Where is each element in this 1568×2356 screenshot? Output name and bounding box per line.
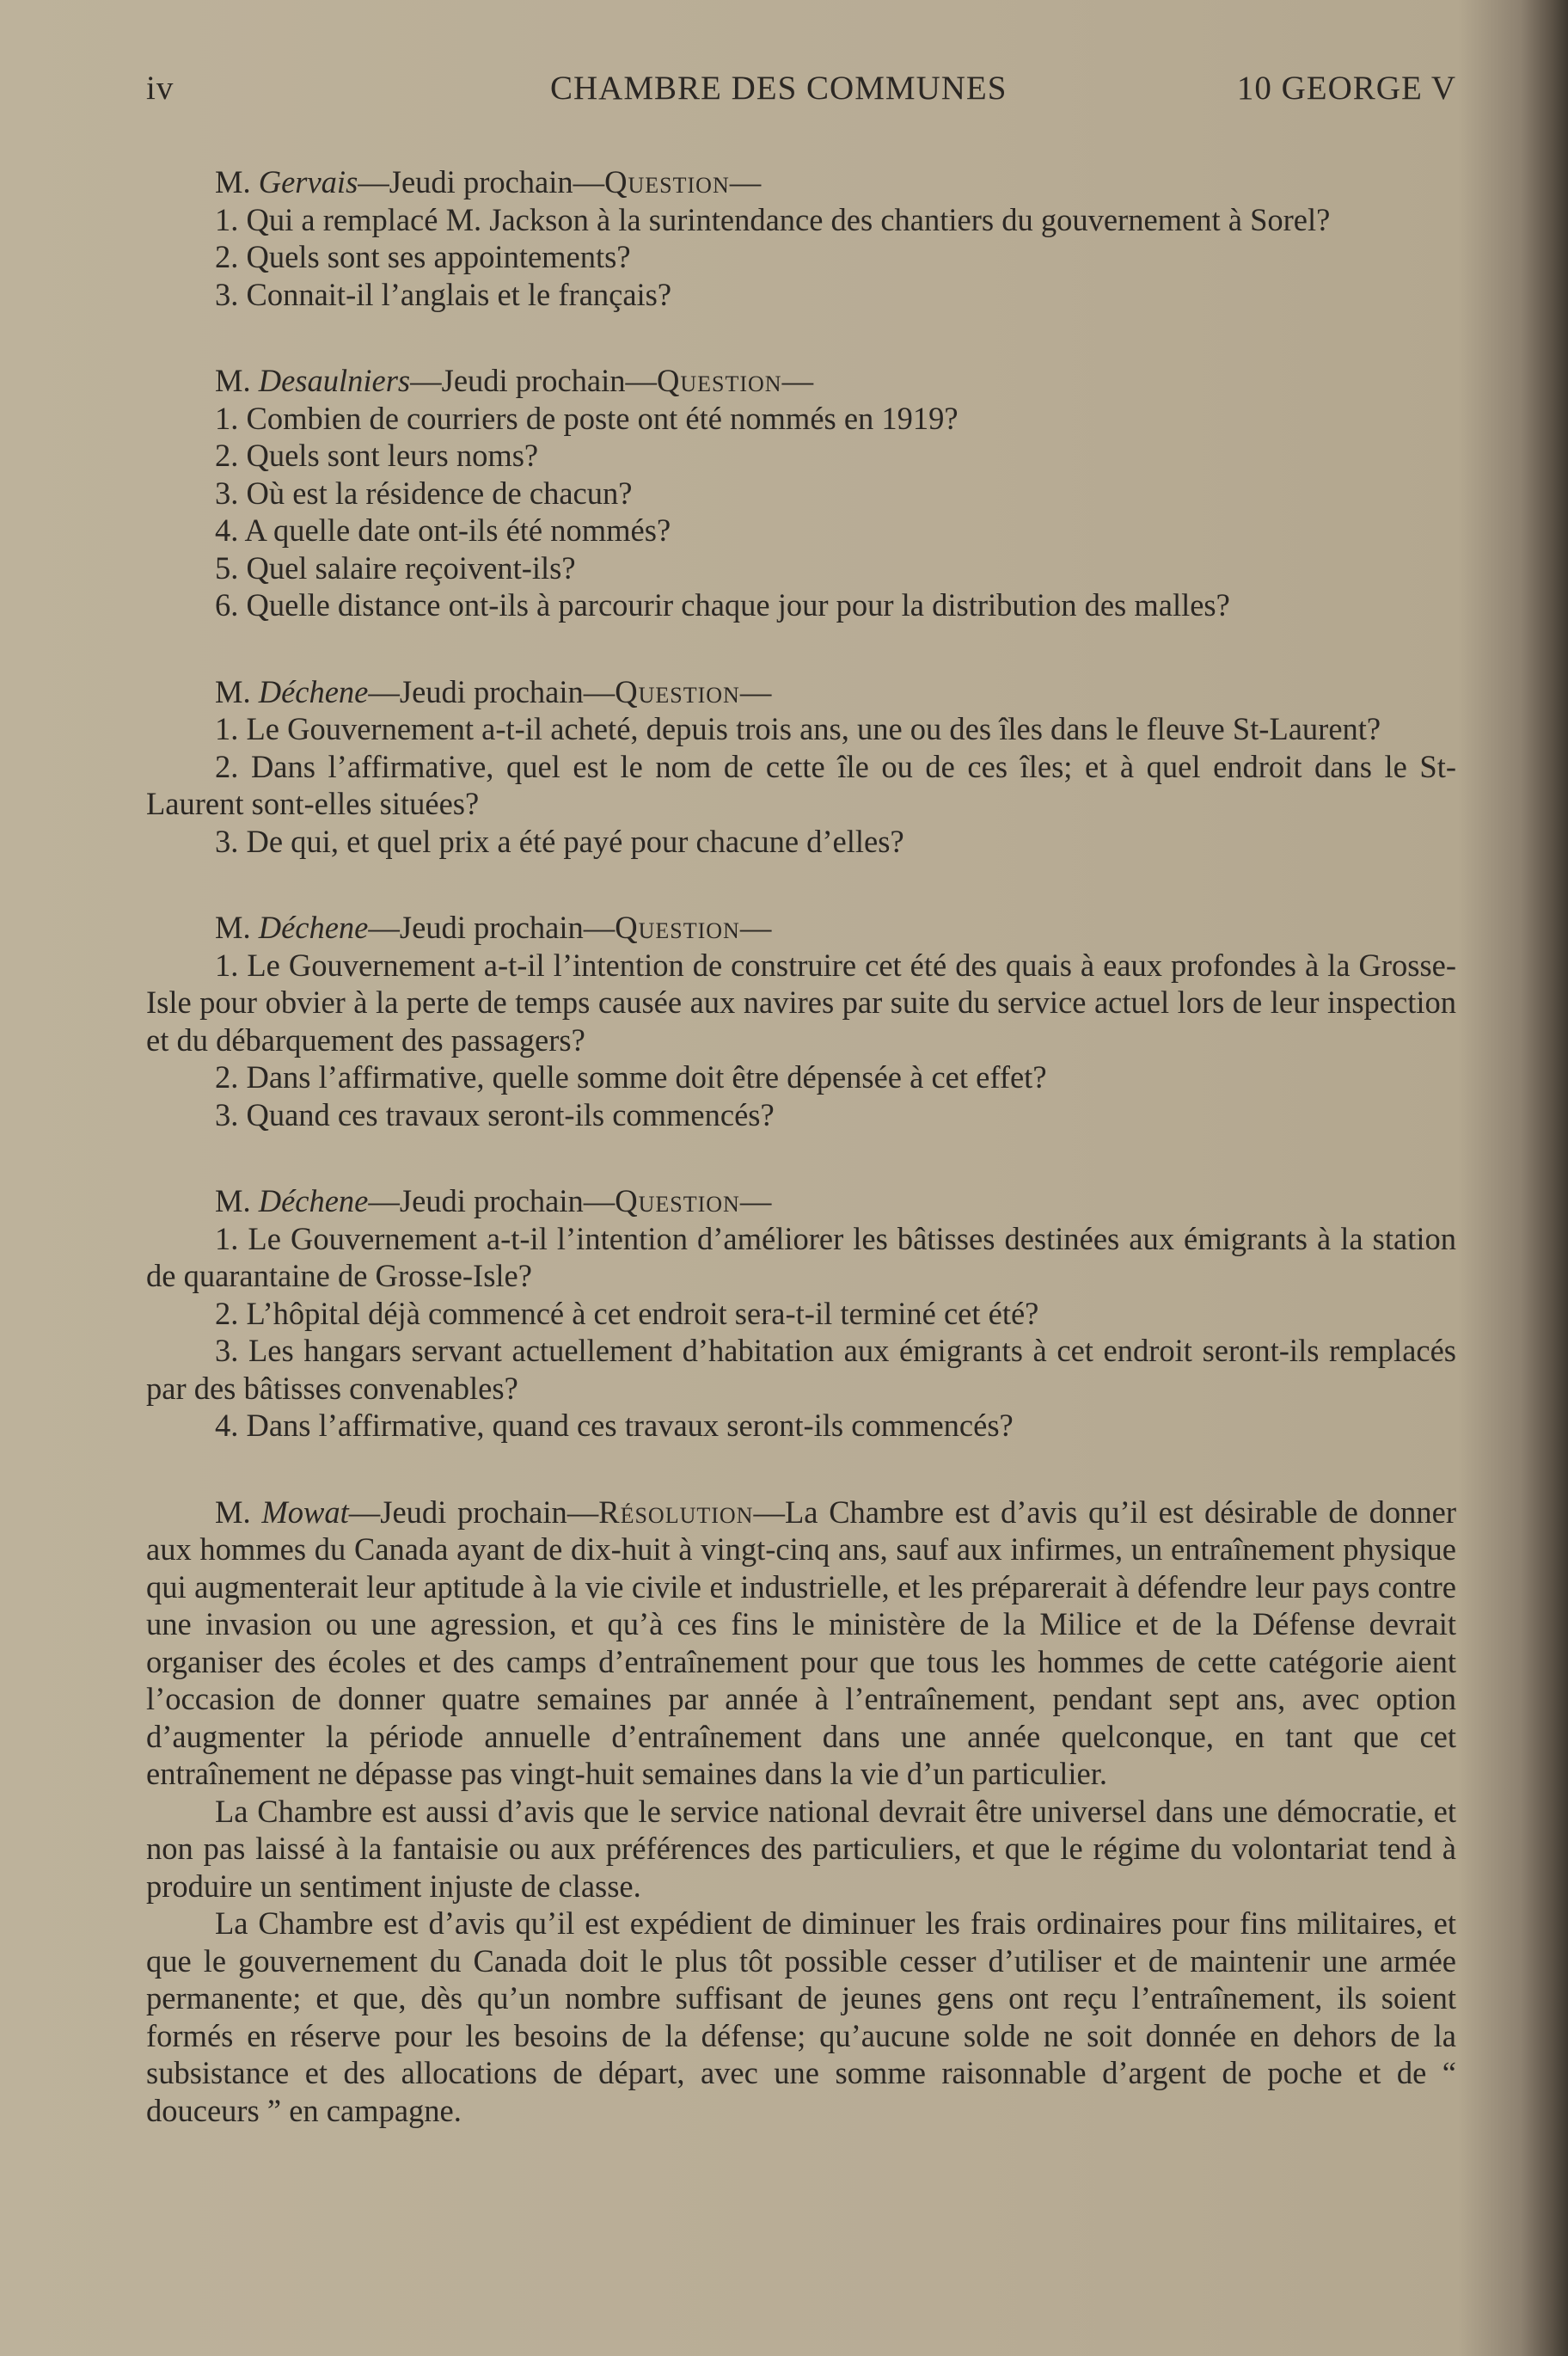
entry-heading: M. Gervais—Jeudi prochain—Question— <box>215 164 762 199</box>
running-header <box>146 69 1456 117</box>
question-item: 5. Quel salaire reçoivent-ils? <box>215 549 576 586</box>
question-item: 2. Quels sont ses appointements? <box>215 239 631 274</box>
resolution-entry <box>146 1494 1456 2130</box>
entry-heading: M. Déchene—Jeudi prochain—Question— <box>215 1183 772 1218</box>
member-name: Desaulniers <box>258 363 411 398</box>
question-item: 1. Qui a remplacé M. Jackson à la surintendance des chantiers du gouvernement à Sorel? <box>215 201 1331 237</box>
question-item: 6. Quelle distance ont-ils à parcourir chaque jour pour la distribution des malles? <box>215 587 1230 623</box>
entry-heading: M. Déchene—Jeudi prochain—Question— <box>215 910 772 945</box>
entry-kind: Question <box>615 1183 740 1218</box>
member-name: Gervais <box>258 164 358 199</box>
entry-heading: M. Desaulniers—Jeudi prochain—Question— <box>215 363 814 398</box>
member-name: Déchene <box>258 1183 369 1218</box>
entry-kind: Résolution <box>598 1494 754 1530</box>
resolution-paragraph: M. Mowat—Jeudi prochain—Résolution—La Chambre est d’avis qu’il est désirable de donner aux hommes du Canada ayant de dix-huit à vingt-cinq ans, sauf aux infirmes, un entraînement physique qui augmenterait leur aptitude à la vie civile et industrielle, et les préparerait à défendre leur pays contre une invasion ou une agression, et qu’à ces fins le ministère de la Milice et de la Défense devrait organiser des écoles et des camps d’entraînement pour que tous les hommes de cette catégorie aient l’occasion de donner quatre semaines par année à l’entraînement, pendant sept ans, avec option d’augmenter la période annuelle d’entraînement dans une année quelconque, en tant que cet entraînement ne dépasse pas vingt-huit semaines dans la vie d’un particulier. <box>146 1494 1456 1791</box>
question-item: 2. L’hôpital déjà commencé à cet endroit sera-t-il terminé cet été? <box>215 1295 1039 1331</box>
question-entry <box>146 362 1456 624</box>
question-item: 2. Dans l’affirmative, quel est le nom de cette île ou de ces îles; et à quel endroit dans le St-Laurent sont-elles situées? <box>146 748 1456 821</box>
page-content <box>146 163 1456 2178</box>
question-item: 4. A quelle date ont-ils été nommés? <box>215 512 671 548</box>
page-number: iv <box>146 70 175 107</box>
member-name: Mowat <box>261 1494 349 1530</box>
question-item: 3. Où est la résidence de chacun? <box>215 475 633 511</box>
question-item: 3. Quand ces travaux seront-ils commencés? <box>215 1096 775 1132</box>
question-item: 3. De qui, et quel prix a été payé pour chacune d’elles? <box>215 823 904 859</box>
question-item: 2. Quels sont leurs noms? <box>215 438 539 473</box>
header-session: 10 GEORGE V <box>1236 70 1456 107</box>
question-entry <box>146 673 1456 861</box>
member-name: Déchene <box>258 673 369 709</box>
resolution-paragraph: La Chambre est d’avis qu’il est expédient de diminuer les frais ordinaires pour fins militaires, et que le gouvernement du Canada doit le plus tôt possible cesser d’utiliser et de maintenir une armée permanente; et que, dès qu’un nombre suffisant de jeunes gens ont reçu l’entraînement, ils soient formés en réserve pour les besoins de la défense; qu’aucune solde ne soit donnée en dehors de la subsistance et des allocations de départ, avec une somme raisonnable d’argent de poche et de “ douceurs ” en campagne. <box>146 1905 1456 2128</box>
question-item: 1. Combien de courriers de poste ont été nommés en 1919? <box>215 400 959 436</box>
member-name: Déchene <box>258 910 369 945</box>
question-item: 3. Connait-il l’anglais et le français? <box>215 276 672 312</box>
entry-kind: Question <box>604 164 730 199</box>
entry-kind: Question <box>615 673 740 709</box>
question-entry <box>146 163 1456 313</box>
question-item: 3. Les hangars servant actuellement d’habitation aux émigrants à cet endroit seront-ils remplacés par des bâtisses convenables? <box>146 1333 1456 1406</box>
entry-kind: Question <box>615 910 740 945</box>
entry-kind: Question <box>657 363 782 398</box>
question-entry <box>146 1182 1456 1445</box>
question-entry <box>146 909 1456 1133</box>
question-item: 2. Dans l’affirmative, quelle somme doit être dépensée à cet effet? <box>215 1059 1047 1095</box>
question-item: 4. Dans l’affirmative, quand ces travaux seront-ils commencés? <box>215 1408 1014 1443</box>
entry-heading: M. Déchene—Jeudi prochain—Question— <box>215 673 772 709</box>
header-title: CHAMBRE DES COMMUNES <box>550 70 1008 107</box>
question-item: 1. Le Gouvernement a-t-il acheté, depuis trois ans, une ou des îles dans le fleuve St-Laurent? <box>215 711 1381 746</box>
resolution-paragraph: La Chambre est aussi d’avis que le service national devrait être universel dans une démocratie, et non pas laissé à la fantaisie ou aux préférences des particuliers, et que le régime du volontariat tend à produire un sentiment injuste de classe. <box>146 1793 1456 1904</box>
question-item: 1. Le Gouvernement a-t-il l’intention d’améliorer les bâtisses destinées aux émigrants à la station de quarantaine de Grosse-Isle? <box>146 1220 1456 1293</box>
question-item: 1. Le Gouvernement a-t-il l’intention de construire cet été des quais à eaux profondes à la Grosse-Isle pour obvier à la perte de temps causée aux navires par suite du service actuel lors de leur inspection et du débarquement des passagers? <box>146 947 1456 1058</box>
